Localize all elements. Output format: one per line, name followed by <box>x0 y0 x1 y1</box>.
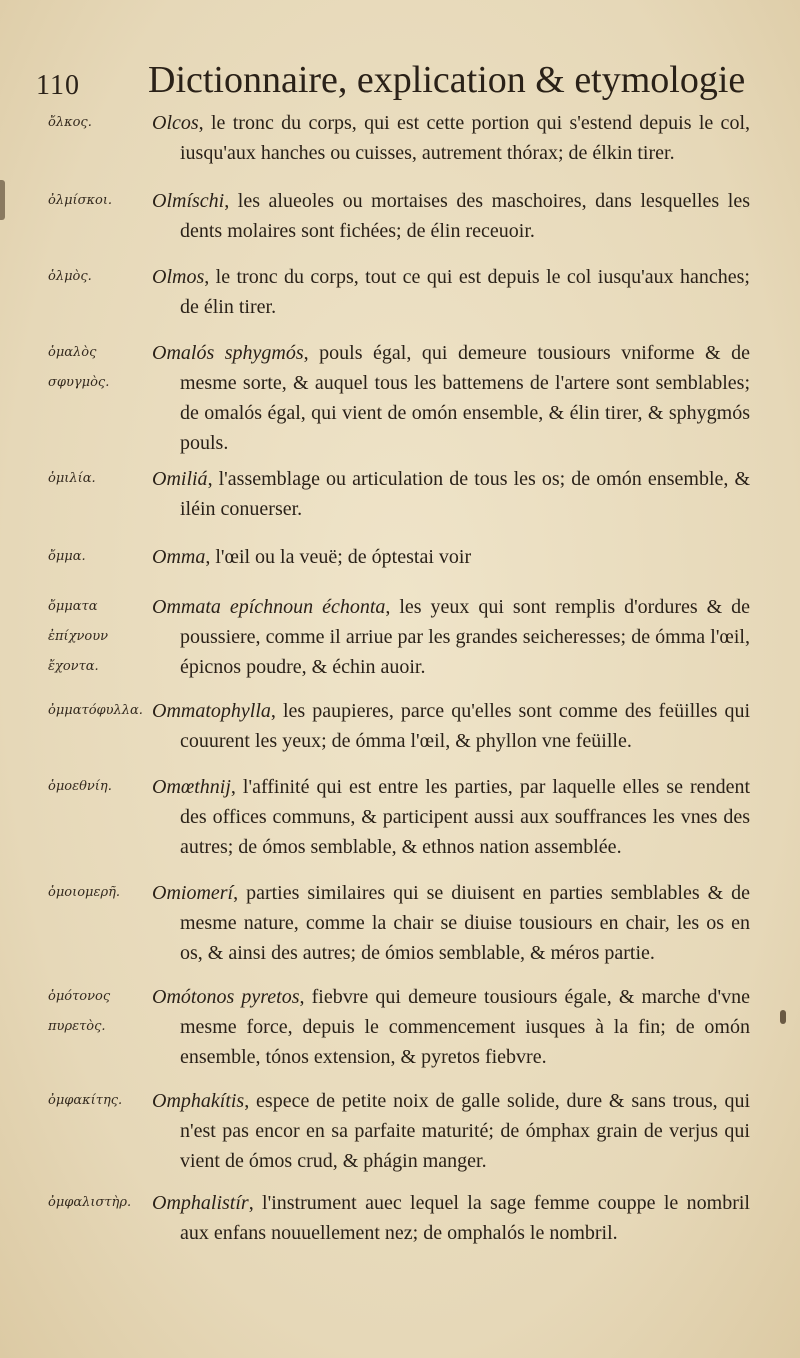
headword: Omœthnij <box>152 776 231 798</box>
definition <box>152 1086 750 1176</box>
definition <box>152 696 750 756</box>
greek-term: ὁμοεθνίη. <box>48 779 112 794</box>
greek-term: ὀμματόφυλλα. <box>48 703 143 718</box>
definition <box>152 186 750 246</box>
definition <box>152 1188 750 1248</box>
greek-term: ὁλμὸς. <box>48 269 92 284</box>
headword: Omphakítis <box>152 1090 245 1112</box>
headword: Omiomerí <box>152 882 234 904</box>
definition-text: , le tronc du corps, tout ce qui est depuis le col iusqu'aux hanches; de élin tirer. <box>180 266 750 318</box>
page-edge-mark <box>0 180 5 220</box>
headword: Olmíschi <box>152 190 225 212</box>
definition-text: , parties similaires qui se diuisent en parties semblables & de mesme nature, comme la chair se diuise tousiours en chair, les os en os, & ainsi des autres; de ómios semblable, & méros partie. <box>180 882 750 964</box>
definition <box>152 982 750 1072</box>
greek-term: ὁμοιομερῆ. <box>48 885 121 900</box>
headword: Ommata epíchnoun échonta <box>152 596 386 618</box>
definition-text: , l'assemblage ou articulation de tous les os; de omón ensemble, & iléin conuerser. <box>180 468 750 520</box>
headword: Olmos <box>152 266 205 288</box>
greek-term: ὁμαλὸς σφυγμὸς. <box>48 345 110 390</box>
definition-text: , pouls égal, qui demeure tousiours vniforme & de mesme sorte, & auquel tous les battemens de l'artere sont semblables; de omalós égal, qui vient de omón ensemble, & élin tirer, & sphygmós pouls. <box>180 342 750 454</box>
page-number: 110 <box>36 70 80 101</box>
definition <box>152 542 750 572</box>
greek-term: ὁμότονος πυρετὸς. <box>48 989 111 1034</box>
definition <box>152 262 750 322</box>
ink-stain <box>780 1010 786 1024</box>
greek-term: ὁμιλία. <box>48 471 96 486</box>
headword: Ommatophylla <box>152 700 271 722</box>
definition-text: , les yeux qui sont remplis d'ordures & de poussiere, comme il arriue par les grandes seicheresses; de ómma l'œil, épicnos poudre, & échin auoir. <box>180 596 750 678</box>
headword: Omótonos pyretos <box>152 986 300 1008</box>
definition-text: , l'œil ou la veuë; de óptestai voir <box>205 546 472 568</box>
definition <box>152 772 750 862</box>
greek-term: ὄμματα ἐπίχνουν ἔχοντα. <box>48 599 109 674</box>
headword: Omma <box>152 546 206 568</box>
greek-term: ὀμφαλιστὴρ. <box>48 1195 132 1210</box>
definition-text: , l'instrument auec lequel la sage femme couppe le nombril aux enfans nouuellement nez; de omphalós le nombril. <box>180 1192 750 1244</box>
definition-text: , les paupieres, parce qu'elles sont comme des feüilles qui couurent les yeux; de ómma l'œil, & phyllon vne feüille. <box>180 700 750 752</box>
headword: Omalós sphygmós <box>152 342 304 364</box>
greek-term: ὄμμα. <box>48 549 86 564</box>
running-title: Dictionnaire, explication & etymologie <box>148 59 746 101</box>
greek-term: ὀμφακίτης. <box>48 1093 123 1108</box>
definition <box>152 464 750 524</box>
page-header <box>36 58 776 106</box>
headword: Omiliá <box>152 468 208 490</box>
definition <box>152 108 750 168</box>
headword: Omphalistír <box>152 1192 249 1214</box>
definition <box>152 878 750 968</box>
greek-term: ὄλκος. <box>48 115 92 130</box>
headword: Olcos <box>152 112 199 134</box>
definition-text: , le tronc du corps, qui est cette portion qui s'estend depuis le col, iusqu'aux hanches ou cuisses, autrement thórax; de élkin tirer. <box>180 112 750 164</box>
definition <box>152 592 750 682</box>
definition-text: , espece de petite noix de galle solide, dure & sans trous, qui n'est pas encor en sa parfaite maturité; de ómphax grain de verjus qui vient de ómos crud, & phágin manger. <box>180 1090 750 1172</box>
definition-text: , l'affinité qui est entre les parties, par laquelle elles se rendent des offices communs, & participent aussi aux souffrances les vnes des autres; de ómos semblable, & ethnos nation assemblée. <box>180 776 750 858</box>
definition <box>152 338 750 458</box>
definition-text: , les alueoles ou mortaises des maschoires, dans lesquelles les dents molaires sont fichées; de élin receuoir. <box>180 190 750 242</box>
definition-text: , fiebvre qui demeure tousiours égale, & marche d'vne mesme force, depuis le commencement iusques à la fin; de omón ensemble, tónos extension, & pyretos fiebvre. <box>180 986 750 1068</box>
greek-term: ὀλμίσκοι. <box>48 193 113 208</box>
